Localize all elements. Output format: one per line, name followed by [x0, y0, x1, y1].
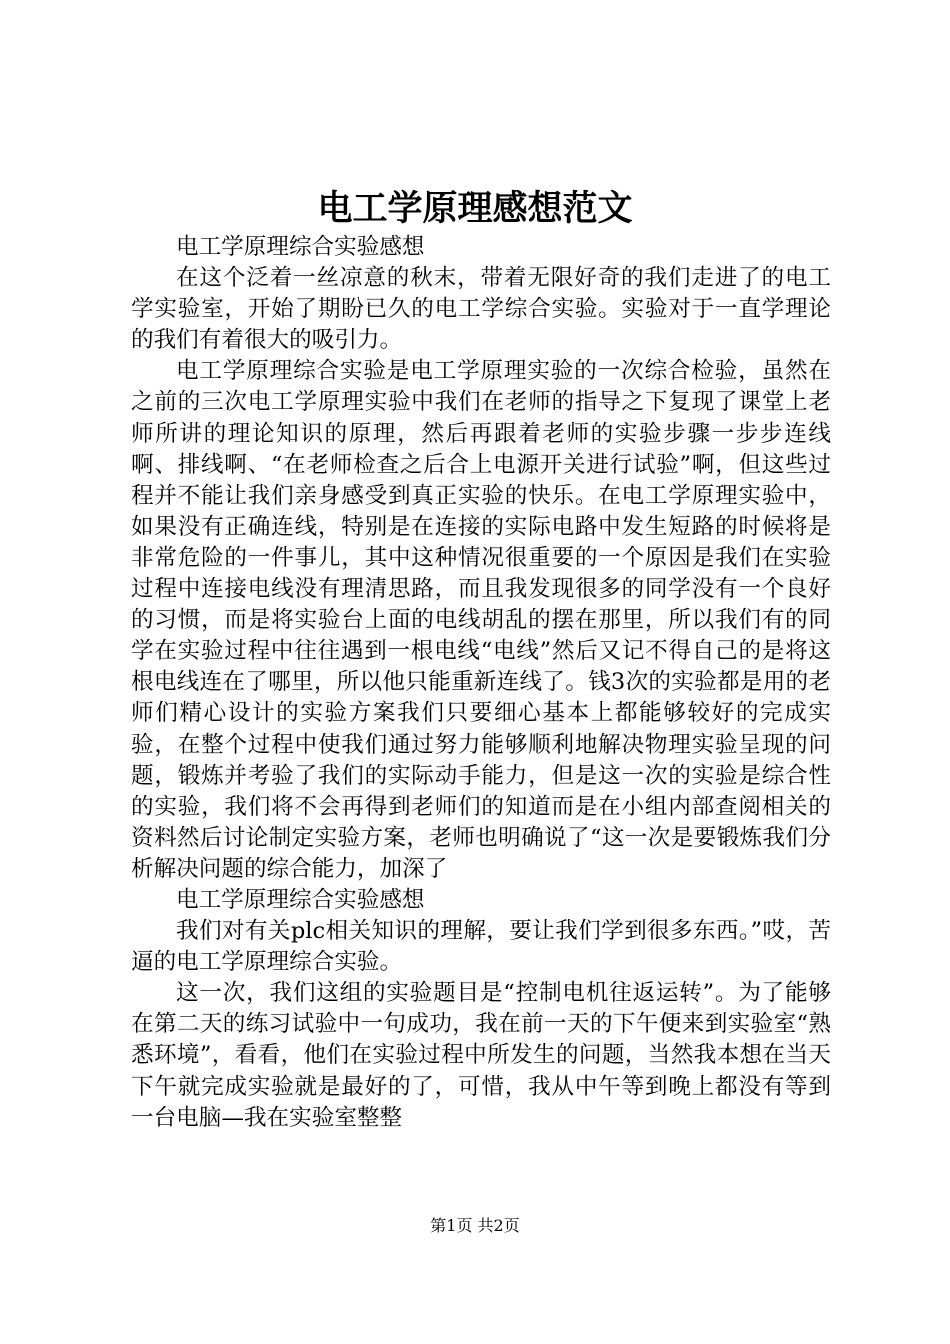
paragraph: 在这个泛着一丝凉意的秋末，带着无限好奇的我们走进了的电工学实验室，开始了期盼已久的电工学综合实验。实验对于一直学理论的我们有着很大的吸引力。 [131, 265, 831, 354]
document-title: 电工学原理感想范文 [317, 188, 633, 229]
section-heading: 电工学原理综合实验感想 [176, 234, 425, 260]
page-footer: 第1页 共2页 [430, 1216, 520, 1235]
paragraph: 电工学原理综合实验是电工学原理实验的一次综合检验，虽然在之前的三次电工学原理实验中我们在老师的指导之下复现了课堂上老师所讲的理论知识的原理，然后再跟着老师的实验步骤一步步连线啊、排线啊、“在老师检查之后合上电源开关进行试验”啊，但这些过程并不能让我们亲身感受到真正实验的快乐。在电工学原理实验中，如果没有正确连线，特别是在连接的实际电路中发生短路的时候将是非常危险的一件事儿，其中这种情况很重要的一个原因是我们在实验过程中连接电线没有理清思路，而且我发现很多的同学没有一个良好的习惯，而是将实验台上面的电线胡乱的摆在那里，所以我们有的同学在实验过程中往往遇到一根电线“电线”然后又记不得自己的是将这根电线连在了哪里，所以他只能重新连线了。钱3次的实验都是用的老师们精心设计的实验方案我们只要细心基本上都能够较好的完成实验，在整个过程中使我们通过努力能够顺利地解决物理实验呈现的问题，锻炼并考验了我们的实际动手能力，但是这一次的实验是综合性的实验，我们将不会再得到老师们的知道而是在小组内部查阅相关的资料然后讨论制定实验方案，老师也明确说了“这一次是要锻炼我们分析解决问题的综合能力，加深了 [131, 358, 831, 882]
section-heading: 电工学原理综合实验感想 [176, 886, 425, 913]
paragraph: 这一次，我们这组的实验题目是“控制电机往返运转”。为了能够在第二天的练习试验中一句成功，我在前一天的下午便来到实验室“熟悉环境”，看看，他们在实验过程中所发生的问题，当然我本想在当天下午就完成实验就是最好的了，可惜，我从中午等到晚上都没有等到一台电脑—我在实验室整整 [131, 980, 831, 1131]
paragraph: 我们对有关plc相关知识的理解，要让我们学到很多东西。”哎，苦逼的电工学原理综合实验。 [131, 918, 831, 976]
document-body [131, 232, 831, 1134]
